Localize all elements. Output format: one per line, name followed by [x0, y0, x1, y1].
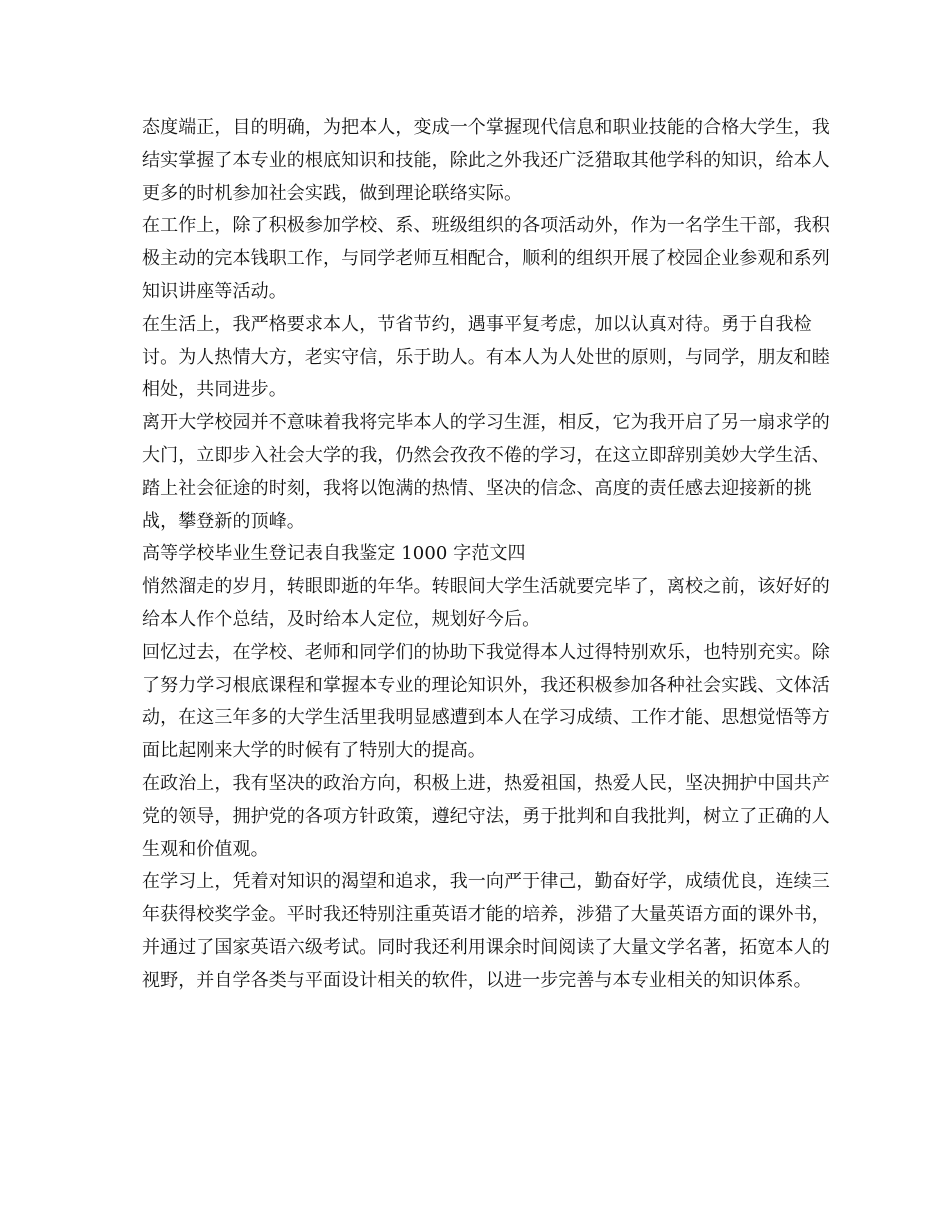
paragraph-politics: 在政治上，我有坚决的政治方向，积极上进，热爱祖国，热爱人民，坚决拥护中国共产党的领导，拥护党的各项方针政策，遵纪守法，勇于批判和自我批判，树立了正确的人生观和价值观。 — [142, 772, 830, 860]
paragraph-attitude: 态度端正，目的明确，为把本人，变成一个掌握现代信息和职业技能的合格大学生，我结实掌握了本专业的根底知识和技能，除此之外我还广泛猎取其他学科的知识，给本人更多的时机参加社会实践，做到理论联络实际。 — [142, 117, 830, 204]
paragraph-leaving-campus: 离开大学校园并不意味着我将完毕本人的学习生涯，相反，它为我开启了另一扇求学的大门，立即步入社会大学的我，仍然会孜孜不倦的学习，在这立即辞别美妙大学生活、踏上社会征途的时刻，我将以饱满的热情、坚决的信念、高度的责任感去迎接新的挑战，攀登新的顶峰。 — [142, 412, 830, 532]
section-heading: 高等学校毕业生登记表自我鉴定 1000 字范文四 — [142, 543, 526, 565]
paragraph-study: 在学习上，凭着对知识的渴望和追求，我一向严于律己，勤奋好学，成绩优良，连续三年获得校奖学金。平时我还特别注重英语才能的培养，涉猎了大量英语方面的课外书，并通过了国家英语六级考试。同时我还利用课余时间阅读了大量文学名著，拓宽本人的视野，并自学各类与平面设计相关的软件，以进一步完善与本专业相关的知识体系。 — [142, 871, 830, 991]
paragraph-intro: 悄然溜走的岁月，转眼即逝的年华。转眼间大学生活就要完毕了，离校之前，该好好的给本人作个总结，及时给本人定位，规划好今后。 — [142, 576, 830, 630]
document-page — [142, 112, 832, 998]
paragraph-recollection: 回忆过去，在学校、老师和同学们的协助下我觉得本人过得特别欢乐，也特别充实。除了努力学习根底课程和掌握本专业的理论知识外，我还积极参加各种社会实践、文体活动，在这三年多的大学生活里我明显感遭到本人在学习成绩、工作才能、思想觉悟等方面比起刚来大学的时候有了特别大的提高。 — [142, 641, 830, 762]
paragraph-work: 在工作上，除了积极参加学校、系、班级组织的各项活动外，作为一名学生干部，我积极主动的完本钱职工作，与同学老师互相配合，顺利的组织开展了校园企业参观和系列知识讲座等活动。 — [142, 215, 830, 302]
paragraph-life: 在生活上，我严格要求本人，节省节约，遇事平复考虑，加以认真对待。勇于自我检讨。为人热情大方，老实守信，乐于助人。有本人为人处世的原则，与同学，朋友和睦相处，共同进步。 — [142, 313, 830, 401]
